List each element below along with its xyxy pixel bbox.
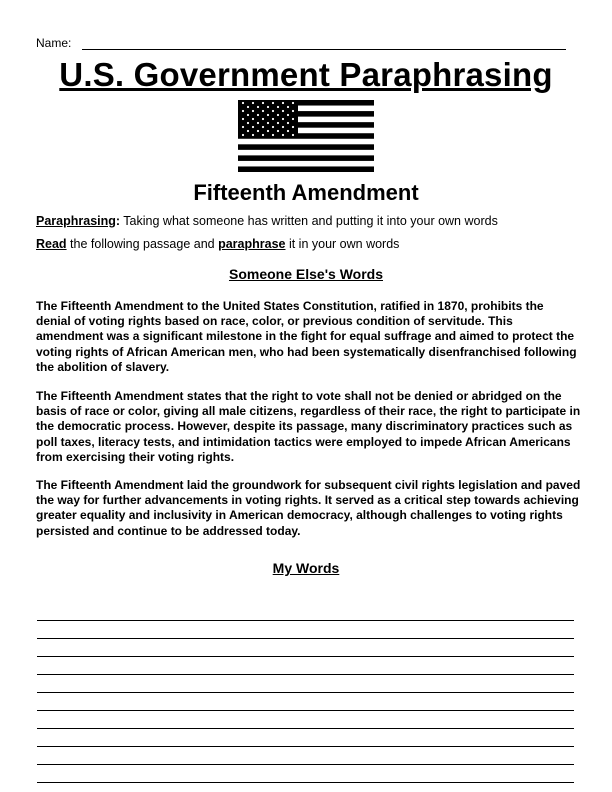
flag-star bbox=[287, 114, 289, 116]
passage-paragraph-1: The Fifteenth Amendment to the United States Constitution, ratified in 1870, prohibits the denial of voting rights based on race, color, or previous condition of servitude. This amendment was a significant milestone in the fight for equal suffrage and aimed to protect the voting rights of African American men, who had been systematically disenfranchised following the abolition of slavery. bbox=[36, 299, 577, 374]
flag-star bbox=[252, 118, 254, 120]
writing-line[interactable] bbox=[37, 747, 574, 765]
flag-star bbox=[287, 106, 289, 108]
instruction-paraphrase: paraphrase bbox=[218, 237, 286, 251]
passage-paragraph-3: The Fifteenth Amendment laid the groundwork for subsequent civil rights legislation and paved the way for further advancements in voting rights. It served as a critical step towards achieving greater equality and inclusivity in American democracy, although challenges to voting rights persisted and continue to be addressed today. bbox=[36, 478, 581, 538]
flag-star bbox=[242, 102, 244, 104]
flag-star bbox=[262, 126, 264, 128]
flag-stripe bbox=[238, 166, 374, 172]
instruction-text-1: the following passage and bbox=[66, 237, 219, 251]
definition-term: Paraphrasing bbox=[36, 214, 116, 228]
flag-stripe bbox=[238, 155, 374, 161]
amendment-title: Fifteenth Amendment bbox=[193, 180, 419, 205]
flag-star bbox=[292, 126, 294, 128]
flag-star bbox=[292, 134, 294, 136]
flag-star bbox=[247, 106, 249, 108]
instruction-row bbox=[36, 237, 399, 251]
flag-star bbox=[247, 130, 249, 132]
flag-star bbox=[242, 126, 244, 128]
flag-star bbox=[242, 134, 244, 136]
flag-star bbox=[252, 126, 254, 128]
flag-star bbox=[262, 134, 264, 136]
someone-else-heading: Someone Else's Words bbox=[228, 266, 383, 282]
flag-star bbox=[247, 122, 249, 124]
flag-star bbox=[252, 134, 254, 136]
writing-line[interactable] bbox=[37, 621, 574, 639]
flag-star bbox=[277, 114, 279, 116]
writing-line[interactable] bbox=[37, 639, 574, 657]
flag-star bbox=[267, 122, 269, 124]
name-label: Name: bbox=[36, 36, 72, 50]
flag-star bbox=[247, 114, 249, 116]
flag-star bbox=[262, 110, 264, 112]
flag-star bbox=[282, 102, 284, 104]
flag-star bbox=[287, 130, 289, 132]
page-title: U.S. Government Paraphrasing bbox=[59, 56, 553, 93]
flag-star bbox=[282, 110, 284, 112]
flag-star bbox=[272, 102, 274, 104]
definition-row bbox=[36, 214, 498, 228]
instruction-text-2: it in your own words bbox=[285, 237, 400, 251]
writing-line[interactable] bbox=[37, 675, 574, 693]
writing-line[interactable] bbox=[37, 603, 574, 621]
flag-star bbox=[267, 130, 269, 132]
flag-star bbox=[292, 102, 294, 104]
flag-star bbox=[267, 106, 269, 108]
writing-line[interactable] bbox=[37, 657, 574, 675]
flag-stripe bbox=[238, 144, 374, 150]
name-field[interactable] bbox=[82, 49, 566, 50]
flag-star bbox=[272, 134, 274, 136]
flag-star bbox=[242, 110, 244, 112]
definition-colon: : bbox=[115, 214, 121, 228]
flag-star bbox=[282, 118, 284, 120]
writing-lines[interactable] bbox=[37, 603, 574, 783]
flag-star bbox=[267, 114, 269, 116]
flag-star bbox=[287, 122, 289, 124]
flag-star bbox=[292, 110, 294, 112]
flag-star bbox=[272, 118, 274, 120]
flag-star bbox=[257, 114, 259, 116]
flag-star bbox=[272, 126, 274, 128]
writing-line[interactable] bbox=[37, 693, 574, 711]
flag-star bbox=[257, 130, 259, 132]
flag-star bbox=[272, 110, 274, 112]
flag-star bbox=[257, 122, 259, 124]
name-row bbox=[36, 36, 566, 52]
writing-line[interactable] bbox=[37, 729, 574, 747]
flag-star bbox=[277, 106, 279, 108]
my-words-heading: My Words bbox=[272, 560, 340, 576]
writing-line[interactable] bbox=[37, 711, 574, 729]
writing-line[interactable] bbox=[37, 765, 574, 783]
flag-star bbox=[242, 118, 244, 120]
flag-star bbox=[257, 106, 259, 108]
flag-star bbox=[262, 118, 264, 120]
flag-star bbox=[252, 102, 254, 104]
flag-star bbox=[292, 118, 294, 120]
passage-paragraph-2: The Fifteenth Amendment states that the right to vote shall not be denied or abridged on the basis of race or color, giving all male citizens, regardless of their race, the right to participate in the democratic process. However, despite its passage, many discriminatory practices such as poll taxes, literacy tests, and intimidation tactics were employed to impede African Americans from exercising their voting rights. bbox=[36, 389, 581, 464]
flag-star bbox=[277, 130, 279, 132]
flag-star bbox=[277, 122, 279, 124]
definition-text: Taking what someone has written and putting it into your own words bbox=[120, 214, 498, 228]
flag-star bbox=[282, 134, 284, 136]
us-flag-icon bbox=[238, 100, 374, 172]
flag-star bbox=[252, 110, 254, 112]
flag-star bbox=[282, 126, 284, 128]
instruction-read: Read bbox=[36, 237, 67, 251]
flag-star bbox=[262, 102, 264, 104]
